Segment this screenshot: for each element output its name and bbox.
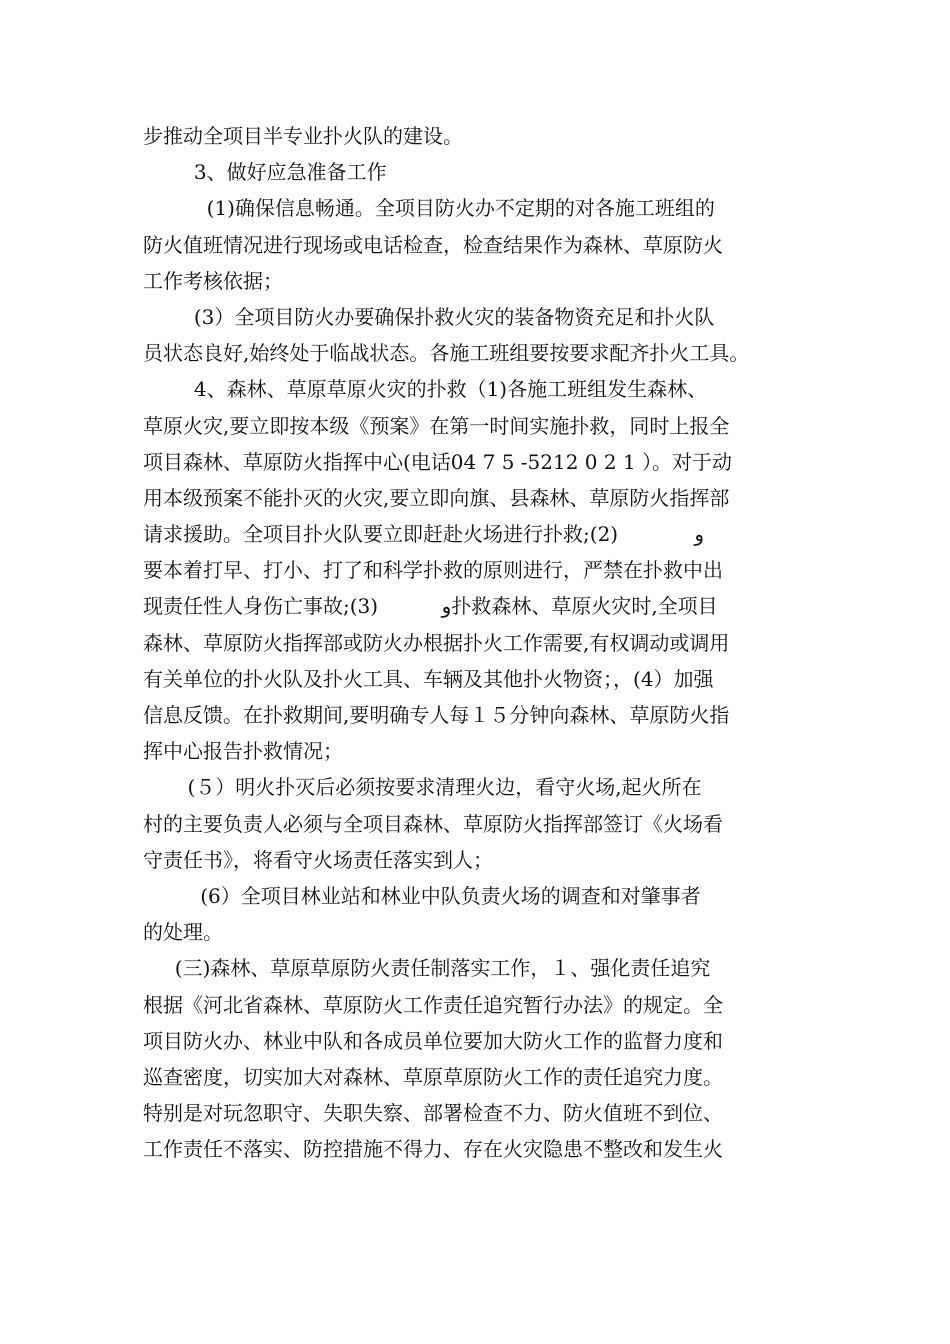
text-line: 根据《河北省森林、草原防火工作责任追究暂行办法》的规定。全 <box>143 992 723 1017</box>
text-line: 工作责任不落实、防控措施不得力、存在火灾隐患不整改和发生火 <box>143 1137 723 1162</box>
text-line: (５）明火扑灭后必须按要求清理火边，看守火场,起火所在 <box>143 775 702 800</box>
text-line: (3）全项目防火办要确保扑救火灾的装备物资充足和扑火队 <box>143 304 715 329</box>
text-line: 草原火灾,要立即按本级《预案》在第一时间实施扑救，同时上报全 <box>143 413 730 438</box>
text-line: 森林、草原防火指挥部或防火办根据扑火工作需要,有权调动或调用 <box>143 630 730 655</box>
text-line: 员状态良好,始终处于临战状态。各施工班组要按要求配齐扑火工具。 <box>143 341 750 366</box>
text-line: 特别是对玩忽职守、失职失察、部署检查不力、防火值班不到位、 <box>143 1101 723 1126</box>
text-line: 请求援助。全项目扑火队要立即赶赴火场进行扑救;و (2) <box>143 522 705 547</box>
text-line: 用本级预案不能扑灭的火灾,要立即向旗、县森林、草原防火指挥部 <box>143 485 730 510</box>
text-line: 现责任性人身伤亡事故;(3) و扑救森林、草原火灾时,全项目 <box>143 594 718 619</box>
text-line: 项目防火办、林业中队和各成员单位要加大防火工作的监督力度和 <box>143 1028 723 1053</box>
text-line: 防火值班情况进行现场或电话检查，检查结果作为森林、草原防火 <box>143 232 723 257</box>
text-line: 守责任书》，将看守火场责任落实到人； <box>143 847 493 872</box>
text-line: 步推动全项目半专业扑火队的建设。 <box>143 124 463 148</box>
text-line: 巡查密度，切实加大对森林、草原草原防火工作的责任追究力度。 <box>143 1064 723 1089</box>
text-line: 有关单位的扑火队及扑火工具、车辆及其他扑火物资；，(4）加强 <box>143 666 714 691</box>
text-line: (6）全项目林业站和林业中队负责火场的调查和对肇事者 <box>143 883 701 908</box>
text-line: 村的主要负责人必须与全项目森林、草原防火指挥部签订《火场看 <box>143 811 723 836</box>
body-text <box>143 118 813 1167</box>
text-line: 项目森林、草原防火指挥中心(电话04 7 5 -5212 0 2 1 ）。对于动 <box>143 449 733 474</box>
text-line: 的处理。 <box>143 920 223 945</box>
text-line: 3、做好应急准备工作 <box>143 160 387 185</box>
text-line: 挥中心报告扑救情况； <box>143 739 343 764</box>
text-line: 4、森林、草原草原火灾的扑救（1)各施工班组发生森林、 <box>143 377 708 402</box>
text-line: 信息反馈。在扑救期间,要明确专人每１５分钟向森林、草原防火指 <box>143 703 730 727</box>
text-line: (三)森林、草原草原防火责任制落实工作，１、强化责任追究 <box>143 956 711 981</box>
text-line: (1)确保信息畅通。全项目防火办不定期的对各施工班组的 <box>143 196 715 221</box>
text-line: 要本着打早、打小、打了和科学扑救的原则进行，严禁在扑救中出 <box>143 558 723 583</box>
text-line: 工作考核依据； <box>143 268 283 293</box>
